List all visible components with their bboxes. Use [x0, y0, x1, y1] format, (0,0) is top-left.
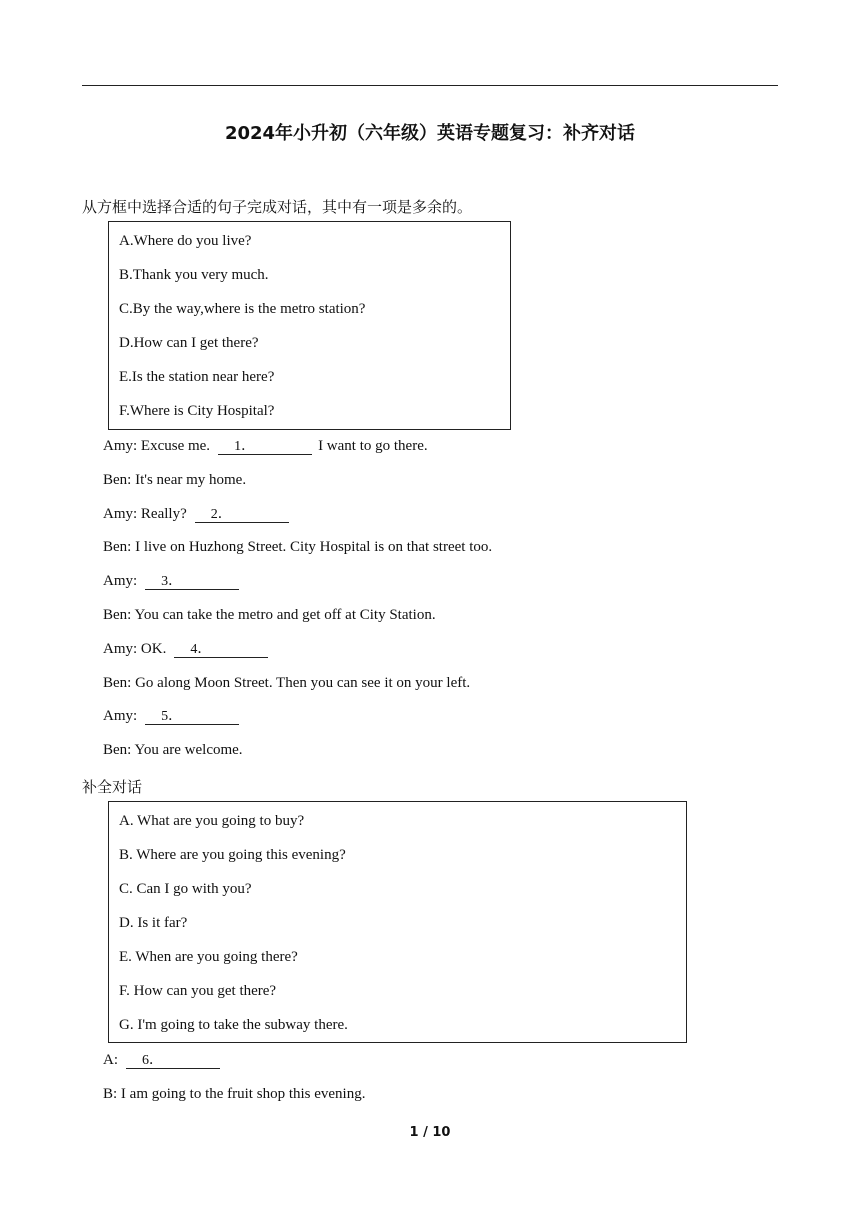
option-g: G. I'm going to take the subway there.: [119, 1017, 348, 1033]
dialog-line-12: B: I am going to the fruit shop this evening.: [103, 1086, 366, 1102]
option-a: A. What are you going to buy?: [119, 813, 305, 829]
option-a: A.Where do you live?: [119, 233, 252, 249]
answer-blank-2[interactable]: 2．: [195, 507, 289, 523]
dialog-line-8: Ben: Go along Moon Street. Then you can see it on your left.: [103, 675, 471, 691]
page-number: 1 / 10: [409, 1125, 451, 1140]
dialog-line-5: [103, 573, 239, 590]
option-f: F.Where is City Hospital?: [119, 403, 275, 419]
option-c: C. Can I go with you?: [119, 881, 252, 897]
section2-option-box: [108, 801, 687, 1043]
answer-blank-3[interactable]: 3．: [145, 574, 239, 590]
dialog-line-7: [103, 641, 268, 658]
answer-blank-1[interactable]: 1．: [218, 439, 312, 455]
section1-instruction: 从方框中选择合适的句子完成对话，其中有一项是多余的。: [82, 200, 473, 216]
dialog-line-10: Ben: You are welcome.: [103, 742, 243, 758]
dialog-speaker-text: A:: [103, 1052, 118, 1068]
option-e: E.Is the station near here?: [119, 369, 275, 385]
option-d: D. Is it far?: [119, 915, 188, 931]
dialog-speaker-text: Amy:: [103, 708, 138, 724]
section1-option-box: [108, 221, 511, 430]
dialog-speaker-text: Amy:: [103, 573, 138, 589]
dialog-line-3: [103, 506, 289, 523]
answer-blank-6[interactable]: 6．: [126, 1053, 220, 1069]
dialog-line-6: Ben: You can take the metro and get off at City Station.: [103, 607, 436, 623]
option-c: C.By the way,where is the metro station?: [119, 301, 366, 317]
dialog-speaker-text: Amy: Really?: [103, 506, 187, 522]
dialog-line-2: Ben: It's near my home.: [103, 472, 247, 488]
dialog-line-9: [103, 708, 239, 725]
dialog-line-11: [103, 1052, 220, 1069]
option-b: B.Thank you very much.: [119, 267, 269, 283]
answer-blank-4[interactable]: 4．: [174, 642, 268, 658]
page-title: 2024年小升初（六年级）英语专题复习：补齐对话: [224, 123, 636, 144]
dialog-after-text: I want to go there.: [318, 438, 428, 454]
option-d: D.How can I get there?: [119, 335, 259, 351]
option-e: E. When are you going there?: [119, 949, 298, 965]
answer-blank-5[interactable]: 5．: [145, 709, 239, 725]
dialog-speaker-text: Amy: OK.: [103, 641, 167, 657]
option-b: B. Where are you going this evening?: [119, 847, 346, 863]
section2-instruction: 补全对话: [82, 780, 143, 796]
header-rule: [82, 85, 778, 86]
option-f: F. How can you get there?: [119, 983, 277, 999]
dialog-speaker-text: Amy: Excuse me.: [103, 438, 211, 454]
dialog-line-4: Ben: I live on Huzhong Street. City Hospital is on that street too.: [103, 539, 493, 555]
dialog-line-1: [103, 438, 428, 455]
